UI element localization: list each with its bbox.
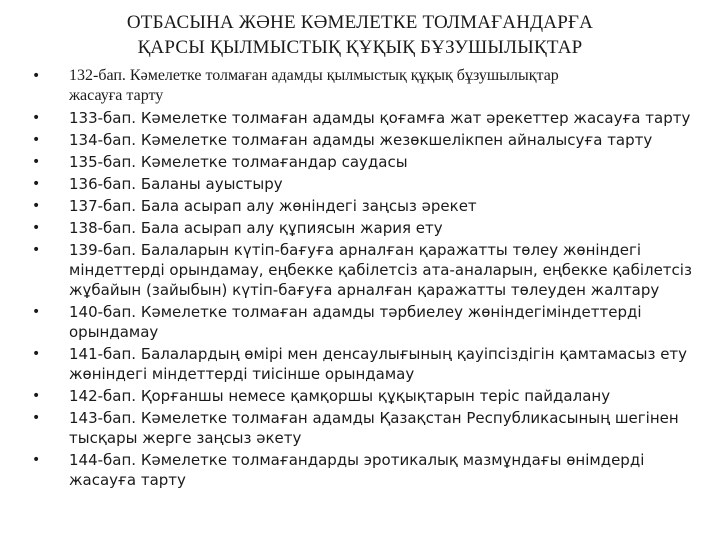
bullet-icon: • <box>32 220 41 236</box>
title-line: ОТБАСЫНА ЖӘНЕ КӘМЕЛЕТКЕ ТОЛМАҒАНДАРҒА <box>126 12 594 33</box>
item-line: 133-бап. Кәмелетке толмаған адамды қоғамға жат әрекеттер жасауға тарту <box>69 109 691 127</box>
item-line: 135-бап. Кәмелетке толмағандар саудасы <box>69 153 408 171</box>
item-line: жасауға тарту <box>69 471 186 489</box>
item-line: жұбайын (зайыбын) күтіп-бағуға арналған қаражатты төлеуден жалтару <box>69 281 660 299</box>
list-item <box>0 450 720 490</box>
bullet-icon: • <box>32 452 41 468</box>
item-line: жөніндегі міндеттерді тиісінше орындамау <box>69 365 415 383</box>
bullet-icon: • <box>32 242 41 258</box>
list-item <box>0 130 720 150</box>
list-item <box>0 174 720 194</box>
bullet-icon: • <box>32 388 41 404</box>
bullet-icon: • <box>32 304 41 320</box>
bullet-icon: • <box>32 198 41 214</box>
item-line: 137-бап. Бала асырап алу жөніндегі заңсыз әрекет <box>69 197 477 215</box>
item-line: тысқары жерге заңсыз әкету <box>69 429 302 447</box>
bullet-icon: • <box>32 110 41 126</box>
article-list <box>0 66 720 492</box>
item-line: 132-бап. Кәмелетке толмаған адамды қылмыстық құқық бұзушылықтар <box>69 67 559 84</box>
bullet-icon: • <box>32 346 41 362</box>
item-line: 142-бап. Қорғаншы немесе қамқоршы құқықтарын теріс пайдалану <box>69 387 611 405</box>
title-line: ҚАРСЫ ҚЫЛМЫСТЫҚ ҚҰҚЫҚ БҰЗУШЫЛЫҚТАР <box>137 37 583 58</box>
item-line: 140-бап. Кәмелетке толмаған адамды тәрбиелеу жөніндегіміндеттерді <box>69 303 642 321</box>
item-line: міндеттерді орындамау, еңбекке қабілетсіз ата-аналарын, еңбекке қабілетсіз <box>69 261 692 279</box>
item-line: 141-бап. Балалардың өмірі мен денсаулығының қауіпсіздігін қамтамасыз ету <box>69 345 688 363</box>
list-item <box>0 344 720 384</box>
item-line: 143-бап. Кәмелетке толмаған адамды Қазақстан Республикасының шегінен <box>69 409 679 427</box>
list-item <box>0 386 720 406</box>
item-line: жасауға тарту <box>69 87 164 104</box>
list-item <box>0 302 720 342</box>
bullet-icon: • <box>32 410 41 426</box>
list-item <box>0 152 720 172</box>
slide-title <box>60 10 660 60</box>
item-line: 144-бап. Кәмелетке толмағандарды эротикалық мазмұндағы өнімдерді <box>69 451 645 469</box>
list-item <box>0 218 720 238</box>
bullet-icon: • <box>32 132 41 148</box>
bullet-icon: • <box>32 154 41 170</box>
bullet-icon: • <box>32 176 41 192</box>
list-item <box>0 66 720 106</box>
list-item <box>0 240 720 300</box>
item-line: 138-бап. Бала асырап алу құпиясын жария ету <box>69 219 443 237</box>
list-item <box>0 196 720 216</box>
list-item <box>0 408 720 448</box>
item-line: 136-бап. Баланы ауыстыру <box>69 175 283 193</box>
bullet-icon: • <box>32 68 41 84</box>
item-line: 139-бап. Балаларын күтіп-бағуға арналған қаражатты төлеу жөніндегі <box>69 241 642 259</box>
item-line: орындамау <box>69 323 159 341</box>
item-line: 134-бап. Кәмелетке толмаған адамды жезөкшелікпен айналысуға тарту <box>69 131 653 149</box>
list-item <box>0 108 720 128</box>
